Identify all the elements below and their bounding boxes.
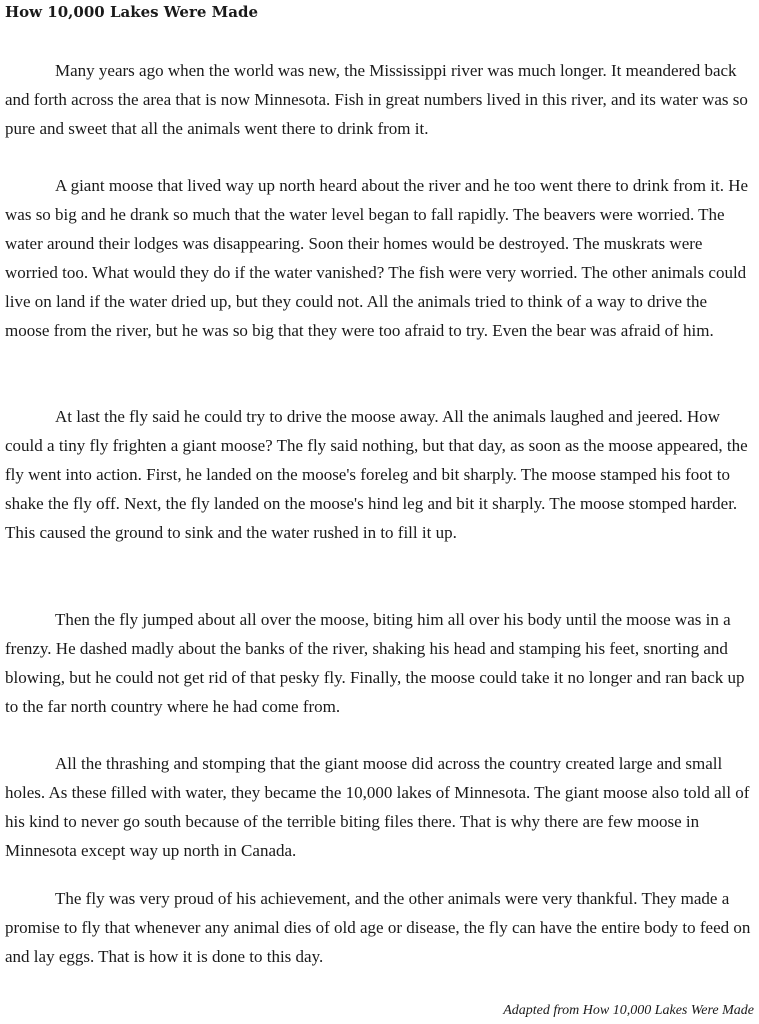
paragraph-3: At last the fly said he could try to drive the moose away. All the animals laughed and jeered. How could a tiny fly frighten a giant moose? The fly said nothing, but that day, as soon as the moose appeared, the fly went into action. First, he landed on the moose's foreleg and bit sharply. The moose stamped his foot to shake the fly off. Next, the fly landed on the moose's hind leg and bit it sharply. The moose stomped harder. This caused the ground to sink and the water rushed in to fill it up. bbox=[5, 407, 748, 542]
attribution-caption: Adapted from How 10,000 Lakes Were Made bbox=[503, 1003, 754, 1018]
paragraph-2: A giant moose that lived way up north heard about the river and he too went there to drink from it. He was so big and he drank so much that the water level began to fall rapidly. The beavers were worried. The water around their lodges was disappearing. Soon their homes would be destroyed. The muskrats were worried too. What would they do if the water vanished? The fish were very worried. The other animals could live on land if the water dried up, but they could not. All the animals tried to think of a way to drive the moose from the river, but he was so big that they were too afraid to try. Even the bear was afraid of him. bbox=[5, 176, 749, 340]
paragraph-4: Then the fly jumped about all over the moose, biting him all over his body until the moose was in a frenzy. He dashed madly about the banks of the river, shaking his head and stamping his feet, snorting and blowing, but he could not get rid of that pesky fly. Finally, the moose could take it no longer and ran back up to the far north country where he had come from. bbox=[5, 610, 745, 716]
paragraph-6: The fly was very proud of his achievement, and the other animals were very thankful. They made a promise to fly that whenever any animal dies of old age or disease, the fly can have the entire body to feed on and lay eggs. That is how it is done to this day. bbox=[5, 889, 751, 966]
document-title: How 10,000 Lakes Were Made bbox=[5, 3, 259, 21]
paragraph-1: Many years ago when the world was new, the Mississippi river was much longer. It meandered back and forth across the area that is now Minnesota. Fish in great numbers lived in this river, and its water was so pure and sweet that all the animals went there to drink from it. bbox=[5, 61, 748, 138]
paragraph-5: All the thrashing and stomping that the giant moose did across the country created large and small holes. As these filled with water, they became the 10,000 lakes of Minnesota. The giant moose also told all of his kind to never go south because of the terrible biting files there. That is why there are few moose in Minnesota except way up north in Canada. bbox=[5, 754, 750, 860]
